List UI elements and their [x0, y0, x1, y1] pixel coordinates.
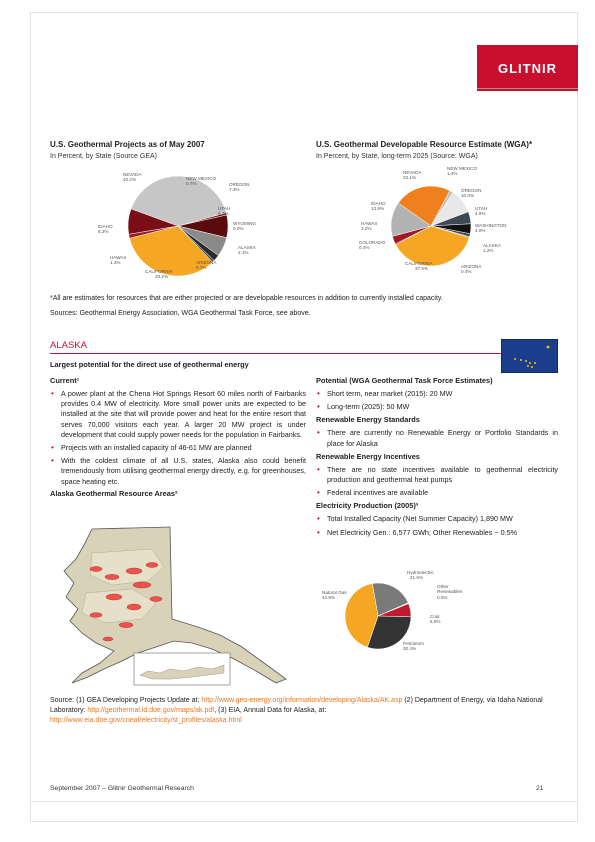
chart2-label-new-mexico: NEW MEXICO 1.4% — [447, 166, 478, 177]
chart2-pie — [355, 166, 555, 286]
chart2-label-california: CALIFORNIA 37.5% — [405, 261, 433, 272]
incentives-heading: Renewable Energy Incentives — [316, 451, 420, 461]
production-heading: Electricity Production (2005)³ — [316, 501, 419, 511]
asterisk-note: *All are estimates for resources that are either projected or are developable resources in addition to currently installed capacity. — [50, 295, 443, 302]
chart1-label-new-mexico: NEW MEXICO 0.7% — [186, 176, 217, 187]
source-part2: (2) Department of Energy, via Idaha National Laboratory: — [50, 697, 543, 714]
list-item: • Federal incentives are available — [316, 488, 558, 498]
source-link3[interactable]: http://www.eia.doe.gov/cneaf/electricity/st_profiles/alaska.html — [50, 717, 242, 724]
page-number: 21 — [536, 785, 544, 792]
alaska-resource-map — [52, 523, 302, 688]
chart1-title: U.S. Geothermal Projects as of May 2007 — [50, 140, 205, 149]
chart2-label-idaho: IDAHO 13.9% — [371, 201, 386, 212]
chart1-label-oregon: OREGON 7.3% — [229, 182, 250, 193]
potential-heading: Potential (WGA Geothermal Task Force Estimates) — [316, 376, 493, 385]
standards-heading: Renewable Energy Standards — [316, 415, 420, 425]
list-item: • Projects with an installed capacity of 46-61 MW are planned — [50, 443, 306, 453]
footer-left: September 2007 – Glitnir Geothermal Research — [50, 785, 194, 792]
current-column — [50, 376, 306, 498]
chart1-label-hawaii: HAWAII 1.3% — [110, 255, 126, 266]
source-link2[interactable]: http://geothermal.id.doe.gov/maps/ak.pdf — [87, 707, 215, 714]
chart1-label-utah: UTAH 6.3% — [218, 206, 231, 217]
standards-list — [316, 428, 558, 448]
footer-rule — [30, 801, 578, 802]
glitnir-logo — [477, 45, 578, 91]
chart2-label-oregon: OREGON 10.0% — [461, 188, 482, 199]
chart3-pie — [316, 566, 476, 666]
incentives-list — [316, 465, 558, 499]
list-item: • There are currently no Renewable Energy or Portfolio Standards in place for Alaska — [316, 428, 558, 448]
chart1 — [90, 166, 290, 286]
right-column — [316, 376, 558, 541]
alaska-headline: Largest potential for the direct use of geothermal energy — [50, 360, 249, 369]
sources-note: Sources: Geothermal Energy Association, WGA Geothermal Task Force, see above. — [50, 310, 311, 317]
chart1-label-california: CALIFORNIA 33.2% — [145, 269, 173, 280]
chart3-label-other-renewables: Other Renewables 0.5% — [437, 584, 463, 600]
chart1-label-idaho: IDAHO 8.2% — [98, 224, 113, 235]
alaska-flag — [501, 339, 558, 373]
logo-rule — [477, 88, 578, 89]
chart3-label-coal: Coal 6.6% — [430, 614, 441, 625]
source-text — [50, 696, 565, 726]
chart1-label-arizona: ARIZONA 0.7% — [196, 260, 217, 271]
source-link1[interactable]: http://www.geo-energy.org/information/developing/Alaska/AK.asp — [201, 697, 403, 704]
chart1-label-wyoming: WYOMING 0.0% — [233, 221, 256, 232]
chart2-label-utah: UTAH 4.9% — [475, 206, 488, 217]
chart2-label-arizona: ARIZONA 0.4% — [461, 264, 482, 275]
list-item: • There are no state incentives available to geothermal electricity production and geothermal heat pumps — [316, 465, 558, 485]
chart3-label-natural-gas: Natural Gas 42.8% — [322, 590, 347, 601]
chart1-label-nevada: NEVADA 40.2% — [123, 172, 142, 183]
chart3 — [316, 566, 476, 666]
potential-list — [316, 389, 558, 412]
chart2-subtitle: In Percent, by State, long-term 2025 (Source: WGA) — [316, 153, 478, 160]
chart2-label-alaska: ALASKA 1.2% — [483, 243, 501, 254]
alaska-map-graphic — [52, 523, 302, 688]
map-heading: Alaska Geothermal Resource Areas² — [50, 488, 178, 498]
chart2-label-washington: WASHINGTON 4.0% — [475, 223, 507, 234]
chart2-label-hawaii: HAWAII 3.2% — [361, 221, 377, 232]
list-item: • Total Installed Capacity (Net Summer Capacity) 1,890 MW — [316, 514, 558, 524]
source-part3: , (3) EIA, Annual Data for Alaska, at: — [214, 707, 327, 714]
chart3-label-petroleum: Petroleum 30.4% — [403, 641, 424, 652]
flag-stars — [502, 340, 559, 374]
section-title-alaska: ALASKA — [50, 340, 87, 351]
chart2 — [355, 166, 555, 286]
logo-text: GLITNIR — [498, 60, 557, 76]
list-item: • A power plant at the Chena Hot Springs Resort 60 miles north of Fairbanks provides 0.4 MW of electricity. More small power units are expected to be installed at the site that will provide power and heat for the entire resort that serves 70,000 visitors each year. A larger 20 MW project is under development that could supply power needs for the population in Fairbanks. — [50, 389, 306, 440]
chart3-label-hydroelectric: Hydroelectric 21.6% — [407, 570, 434, 581]
source-part1: Source: (1) GEA Developing Projects Update at: — [50, 697, 202, 704]
list-item: • Net Electricity Gen.: 6,577 GWh; Other Renewables ~ 0.5% — [316, 528, 558, 538]
section-rule — [50, 353, 558, 354]
production-list — [316, 514, 558, 537]
chart1-label-alaska: ALASKA 2.1% — [238, 245, 256, 256]
chart2-label-nevada: NEVADA 23.1% — [403, 170, 422, 181]
list-item: • Short term, near market (2015): 20 MW — [316, 389, 558, 399]
current-list — [50, 389, 306, 487]
chart1-subtitle: In Percent, by State (Source GEA) — [50, 153, 157, 160]
chart2-label-colorado: COLORADO 0.4% — [359, 240, 386, 251]
list-item: • With the coldest climate of all U.S. states, Alaska also could benefit tremendously from utilising geothermal energy directly, e.g. for greenhouses, space heating etc. — [50, 456, 306, 487]
current-heading: Current¹ — [50, 376, 80, 385]
list-item: • Long-term (2025): 50 MW — [316, 402, 558, 412]
chart2-title: U.S. Geothermal Developable Resource Estimate (WGA)* — [316, 140, 533, 149]
